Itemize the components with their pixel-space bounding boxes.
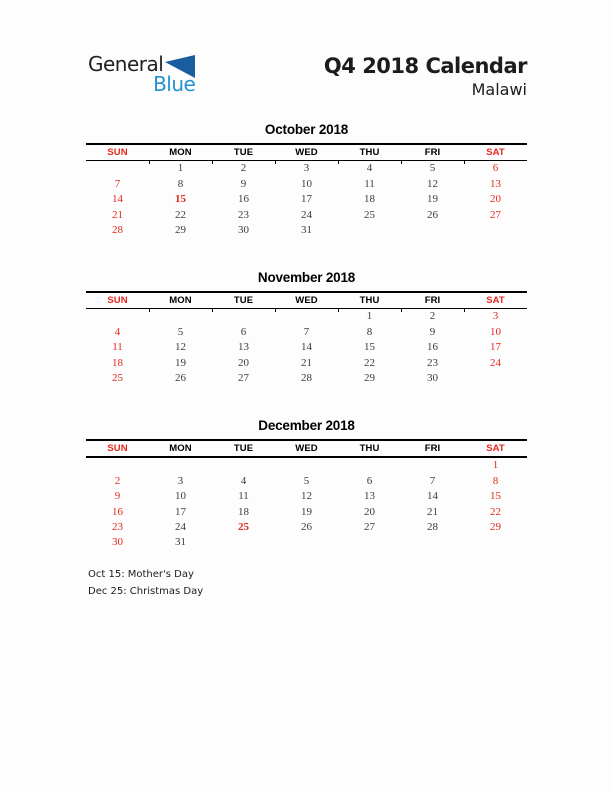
day-cell: 22 [364, 356, 375, 369]
day-cell: 14 [427, 490, 438, 503]
day-cell: 6 [240, 325, 247, 338]
weekday-header-wed: WED [295, 294, 318, 306]
weekday-header-fri: FRI [424, 294, 441, 306]
empty-cell [401, 458, 464, 473]
weekday-header-sat: SAT [486, 146, 505, 158]
day-cell: 7 [303, 325, 310, 338]
day-cell: 10 [490, 325, 501, 338]
weekday-header-sat: SAT [486, 442, 505, 454]
day-cell: 27 [238, 372, 249, 385]
day-cell: 27 [364, 521, 375, 534]
calendar-dates-grid [86, 309, 527, 386]
day-cell: 15 [490, 490, 501, 503]
day-cell: 7 [114, 177, 121, 190]
day-cell: 23 [238, 208, 249, 221]
day-cell: 25 [112, 372, 123, 385]
day-cell: 9 [429, 325, 436, 338]
day-cell: 26 [175, 372, 186, 385]
day-cell: 25 [238, 521, 249, 534]
day-cell: 28 [301, 372, 312, 385]
day-cell: 30 [112, 536, 123, 549]
day-cell: 2 [114, 474, 121, 487]
day-cell: 21 [112, 208, 123, 221]
day-cell: 24 [175, 521, 186, 534]
empty-cell [275, 535, 338, 550]
weekday-header-mon: MON [169, 294, 192, 306]
weekday-header-mon: MON [169, 146, 192, 158]
day-cell: 9 [240, 177, 247, 190]
day-cell: 15 [364, 341, 375, 354]
day-cell: 18 [238, 505, 249, 518]
month-calendar-october [86, 120, 527, 238]
month-title: October 2018 [264, 122, 349, 137]
empty-cell [464, 535, 527, 550]
empty-cell [149, 458, 212, 473]
day-cell: 28 [112, 224, 123, 237]
empty-cell [86, 458, 149, 473]
empty-cell [401, 535, 464, 550]
day-cell: 20 [364, 505, 375, 518]
weekday-header-wed: WED [295, 146, 318, 158]
day-cell: 5 [401, 161, 464, 176]
day-cell: 20 [490, 193, 501, 206]
calendar-dates-grid [86, 458, 527, 550]
day-cell: 5 [303, 474, 310, 487]
general-blue-logo [88, 53, 195, 94]
empty-cell [212, 309, 275, 324]
day-cell: 3 [464, 309, 527, 324]
day-cell: 15 [175, 193, 186, 206]
day-cell: 11 [364, 177, 375, 190]
day-cell: 12 [301, 490, 312, 503]
empty-cell [338, 535, 401, 550]
empty-cell [86, 161, 149, 176]
page-title: Q4 2018 Calendar [323, 54, 527, 78]
weekday-header-wed: WED [295, 442, 318, 454]
day-cell: 30 [238, 224, 249, 237]
day-cell: 8 [492, 474, 499, 487]
month-calendar-december [86, 416, 527, 550]
day-cell: 23 [112, 521, 123, 534]
logo-text-general: General [88, 52, 164, 76]
day-cell: 2 [401, 309, 464, 324]
day-cell: 4 [240, 474, 247, 487]
day-cell: 14 [301, 341, 312, 354]
weekday-header-sat: SAT [486, 294, 505, 306]
day-cell: 3 [275, 161, 338, 176]
day-cell: 25 [364, 208, 375, 221]
logo-text-blue: Blue [153, 72, 196, 96]
day-cell: 5 [177, 325, 184, 338]
empty-cell [275, 458, 338, 473]
day-cell: 1 [149, 161, 212, 176]
day-cell: 13 [364, 490, 375, 503]
holiday-note: Dec 25: Christmas Day [88, 585, 204, 597]
weekday-header-thu: THU [359, 146, 380, 158]
day-cell: 4 [114, 325, 121, 338]
weekday-header-fri: FRI [424, 146, 441, 158]
day-cell: 29 [175, 224, 186, 237]
day-cell: 21 [301, 356, 312, 369]
day-cell: 10 [301, 177, 312, 190]
empty-cell [338, 222, 401, 237]
weekday-header-row [86, 439, 527, 458]
day-cell: 29 [364, 372, 375, 385]
day-cell: 16 [112, 505, 123, 518]
day-cell: 16 [238, 193, 249, 206]
day-cell: 13 [238, 341, 249, 354]
empty-cell [275, 309, 338, 324]
month-calendar-november [86, 268, 527, 386]
holiday-notes [88, 567, 203, 600]
day-cell: 20 [238, 356, 249, 369]
empty-cell [401, 222, 464, 237]
day-cell: 1 [492, 459, 499, 472]
day-cell: 31 [175, 536, 186, 549]
calendar-dates-grid [86, 161, 527, 238]
weekday-header-thu: THU [359, 442, 380, 454]
day-cell: 14 [112, 193, 123, 206]
weekday-header-row [86, 291, 527, 309]
empty-cell [338, 458, 401, 473]
day-cell: 12 [175, 341, 186, 354]
day-cell: 16 [427, 341, 438, 354]
empty-cell [86, 309, 149, 324]
day-cell: 11 [112, 341, 123, 354]
day-cell: 19 [175, 356, 186, 369]
day-cell: 27 [490, 208, 501, 221]
empty-cell [212, 458, 275, 473]
weekday-header-sun: SUN [107, 442, 128, 454]
day-cell: 18 [364, 193, 375, 206]
day-cell: 17 [175, 505, 186, 518]
weekday-header-mon: MON [169, 442, 192, 454]
day-cell: 17 [301, 193, 312, 206]
day-cell: 6 [366, 474, 373, 487]
day-cell: 19 [427, 193, 438, 206]
day-cell: 31 [301, 224, 312, 237]
day-cell: 26 [301, 521, 312, 534]
day-cell: 17 [490, 341, 501, 354]
day-cell: 7 [429, 474, 436, 487]
empty-cell [149, 309, 212, 324]
weekday-header-thu: THU [359, 294, 380, 306]
weekday-header-tue: TUE [233, 294, 254, 306]
day-cell: 8 [177, 177, 184, 190]
day-cell: 24 [490, 356, 501, 369]
empty-cell [464, 370, 527, 385]
empty-cell [212, 535, 275, 550]
day-cell: 3 [177, 474, 184, 487]
region-label: Malawi [471, 80, 527, 99]
day-cell: 22 [490, 505, 501, 518]
weekday-header-tue: TUE [233, 442, 254, 454]
title-block [324, 53, 527, 100]
weekday-header-tue: TUE [233, 146, 254, 158]
day-cell: 9 [114, 490, 121, 503]
month-title: November 2018 [257, 270, 356, 285]
day-cell: 19 [301, 505, 312, 518]
holiday-note: Oct 15: Mother's Day [88, 569, 194, 580]
day-cell: 26 [427, 208, 438, 221]
day-cell: 4 [338, 161, 401, 176]
day-cell: 18 [112, 356, 123, 369]
day-cell: 8 [366, 325, 373, 338]
day-cell: 2 [212, 161, 275, 176]
day-cell: 24 [301, 208, 312, 221]
day-cell: 29 [490, 521, 501, 534]
month-title: December 2018 [258, 418, 355, 433]
day-cell: 1 [338, 309, 401, 324]
empty-cell [464, 222, 527, 237]
weekday-header-sun: SUN [107, 294, 128, 306]
day-cell: 30 [427, 372, 438, 385]
weekday-header-sun: SUN [107, 146, 128, 158]
day-cell: 21 [427, 505, 438, 518]
day-cell: 10 [175, 490, 186, 503]
day-cell: 13 [490, 177, 501, 190]
day-cell: 22 [175, 208, 186, 221]
day-cell: 12 [427, 177, 438, 190]
day-cell: 6 [464, 161, 527, 176]
weekday-header-fri: FRI [424, 442, 441, 454]
day-cell: 11 [238, 490, 249, 503]
weekday-header-row [86, 143, 527, 161]
day-cell: 28 [427, 521, 438, 534]
day-cell: 23 [427, 356, 438, 369]
